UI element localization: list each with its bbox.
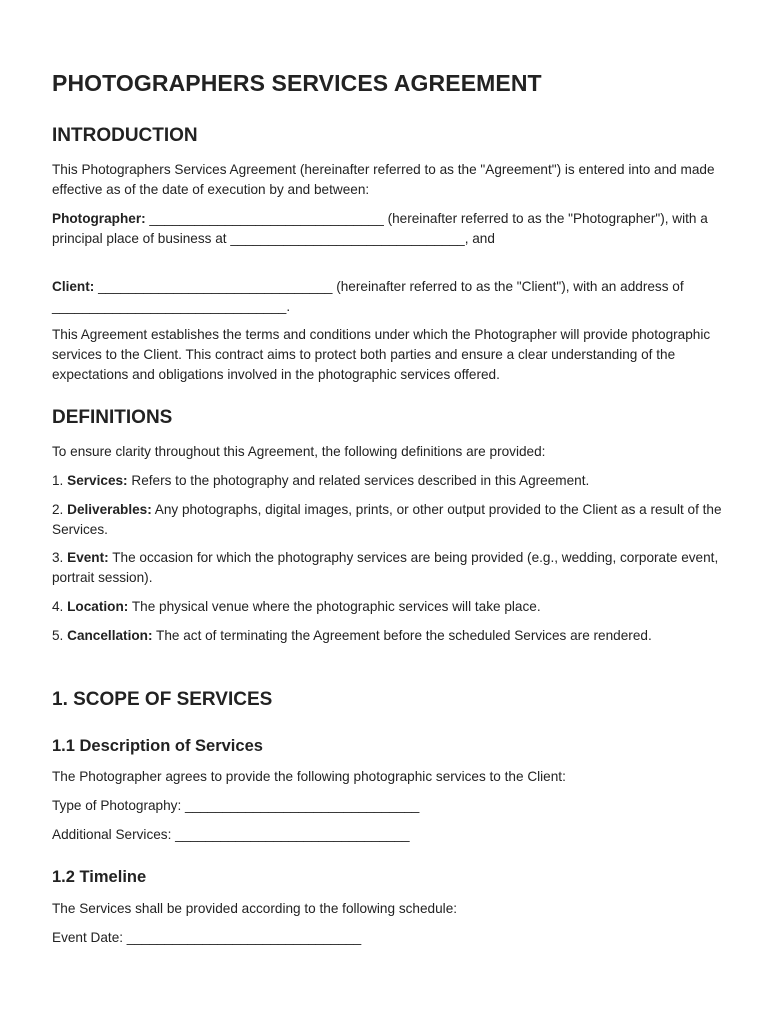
scope-heading: 1. SCOPE OF SERVICES xyxy=(52,689,273,710)
definition-number: 4. xyxy=(52,599,68,614)
description-lead: The Photographer agrees to provide the following photographic services to the Client: xyxy=(52,769,566,784)
definition-item xyxy=(52,626,722,646)
timeline-lead: The Services shall be provided according to the following schedule: xyxy=(52,901,458,916)
definitions-heading: DEFINITIONS xyxy=(52,407,173,428)
description-of-services-heading: 1.1 Description of Services xyxy=(52,737,263,755)
photographer-clause xyxy=(52,209,722,249)
event-date-line: Event Date: _______________________________ xyxy=(52,930,362,945)
agreement-purpose-paragraph: This Agreement establishes the terms and conditions under which the Photographer will provide photographic services to the Client. This contract aims to protect both parties and ensure a clear understanding of the expectations and obligations involved in the photographic services offered. xyxy=(52,327,711,382)
definition-item xyxy=(52,471,722,491)
type-of-photography-line: Type of Photography: _______________________________ xyxy=(52,798,420,813)
additional-services-line: Additional Services: _______________________________ xyxy=(52,827,410,842)
definition-term: Cancellation: xyxy=(67,628,153,643)
definition-item xyxy=(52,548,722,588)
definition-number: 5. xyxy=(52,628,68,643)
introduction-heading: INTRODUCTION xyxy=(52,125,198,146)
definition-item xyxy=(52,500,722,540)
definition-term: Location: xyxy=(67,599,129,614)
photographer-text: _______________________________ (hereinafter referred to as the "Photographer"), with a principal place of business at _______________________________, and xyxy=(52,211,708,246)
timeline-heading: 1.2 Timeline xyxy=(52,868,147,886)
photographer-label: Photographer: xyxy=(52,211,146,226)
definition-term: Event: xyxy=(67,550,109,565)
client-label: Client: xyxy=(52,279,95,294)
client-clause xyxy=(52,277,722,317)
definition-text: The physical venue where the photographic services will take place. xyxy=(128,599,541,614)
definition-item xyxy=(52,597,722,617)
definition-text: The occasion for which the photography services are being provided (e.g., wedding, corporate event, portrait session). xyxy=(52,550,719,585)
definition-text: Any photographs, digital images, prints, or other output provided to the Client as a result of the Services. xyxy=(52,502,722,537)
definition-number: 1. xyxy=(52,473,68,488)
definition-text: The act of terminating the Agreement before the scheduled Services are rendered. xyxy=(152,628,652,643)
definition-number: 3. xyxy=(52,550,68,565)
client-text: _______________________________ (hereinafter referred to as the "Client"), with an address of _______________________________. xyxy=(52,279,684,314)
definition-text: Refers to the photography and related services described in this Agreement. xyxy=(127,473,590,488)
intro-paragraph: This Photographers Services Agreement (hereinafter referred to as the "Agreement") is entered into and made effective as of the date of execution by and between: xyxy=(52,162,715,197)
definitions-lead: To ensure clarity throughout this Agreement, the following definitions are provided: xyxy=(52,444,546,459)
definition-number: 2. xyxy=(52,502,68,517)
definition-term: Services: xyxy=(67,473,128,488)
document-title: PHOTOGRAPHERS SERVICES AGREEMENT xyxy=(52,70,542,96)
definition-term: Deliverables: xyxy=(67,502,152,517)
